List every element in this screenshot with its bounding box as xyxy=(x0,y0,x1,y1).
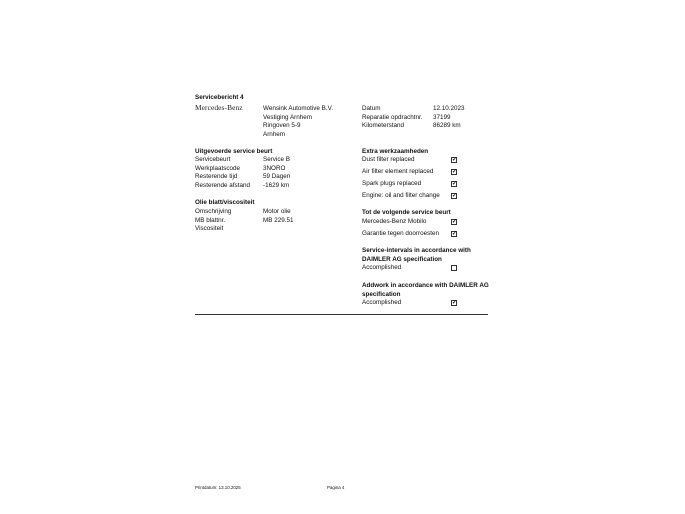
meta-labels xyxy=(362,105,423,131)
extra-item-label: Engine: oil and filter change xyxy=(362,192,440,199)
service-heading: Uitgevoerde service beurt xyxy=(195,148,273,155)
oil-description-label: Omschrijving xyxy=(195,208,232,215)
service-values xyxy=(263,156,290,190)
addwork-heading xyxy=(362,282,489,299)
extra-item-checkbox[interactable]: ✓ xyxy=(452,157,458,163)
addwork-heading-line: specification xyxy=(362,290,401,298)
intervals-heading xyxy=(362,247,471,264)
extra-item-checkbox[interactable]: ✓ xyxy=(452,193,458,199)
oil-labels xyxy=(195,208,231,234)
intervals-heading-line: DAIMLER AG specification xyxy=(362,255,442,263)
report-title: Servicebericht 4 xyxy=(195,94,244,101)
next-service-heading: Tot de volgende service beurt xyxy=(362,209,451,216)
section-divider xyxy=(195,314,488,315)
date-value: 12.10.2023 xyxy=(433,105,465,112)
remaining-time-value: 59 Dagen xyxy=(263,173,291,181)
intervals-item-label: Accomplished xyxy=(362,264,402,271)
next-item-label: Mercedes-Benz Mobilo xyxy=(362,218,427,225)
extra-item-label: Spark plugs replaced xyxy=(362,180,422,187)
workshop-code-label: Werkplaatscode xyxy=(195,164,241,172)
order-number-value: 37199 xyxy=(433,113,451,121)
addwork-item-checkbox[interactable]: ✓ xyxy=(452,300,458,306)
print-date: Printdatum: 13.10.2025 xyxy=(195,485,241,490)
remaining-time-label: Resterende tijd xyxy=(195,173,238,181)
addwork-heading-line: Addwork in accordance with DAIMLER AG xyxy=(362,282,489,289)
intervals-heading-line: Service-intervals in accordance with xyxy=(362,247,471,254)
extra-item-label: Air filter element replaced xyxy=(362,168,434,175)
oil-sheet-number-label: MB blattnr. xyxy=(195,216,226,224)
dealer-street: Ringoven 5-9 xyxy=(263,122,301,130)
meta-values xyxy=(433,105,465,131)
remaining-distance-label: Resterende afstand xyxy=(195,181,250,189)
addwork-item-label: Accomplished xyxy=(362,299,402,306)
mileage-value: 86289 km xyxy=(433,122,461,130)
next-item-label: Garantie tegen doorroesten xyxy=(362,230,440,237)
extra-item-label: Dust filter replaced xyxy=(362,156,415,163)
oil-sheet-number-value: MB 229.51 xyxy=(263,216,294,224)
oil-description-value: Motor olie xyxy=(263,208,291,215)
next-item-checkbox[interactable]: ✓ xyxy=(452,219,458,225)
dealer-city: Arnhem xyxy=(263,130,286,138)
remaining-distance-value: -1629 km xyxy=(263,181,290,189)
dealer-branch: Vestiging Arnhem xyxy=(263,113,313,121)
workshop-code-value: 3NORO xyxy=(263,164,286,172)
dealer-address xyxy=(263,105,333,139)
oil-heading: Olie blatt/viscositeit xyxy=(195,199,255,206)
service-value: Service B xyxy=(263,156,290,163)
extra-work-heading: Extra werkzaamheden xyxy=(362,148,429,155)
date-label: Datum xyxy=(362,105,381,112)
brand-logo: Mercedes-Benz xyxy=(195,103,243,112)
service-labels xyxy=(195,156,250,190)
extra-item-checkbox[interactable]: ✓ xyxy=(452,169,458,175)
next-item-checkbox[interactable]: ✓ xyxy=(452,231,458,237)
oil-viscosity-label: Viscositeit xyxy=(195,225,224,233)
dealer-name: Wensink Automotive B.V. xyxy=(263,105,334,112)
service-label: Servicebeurt xyxy=(195,156,231,163)
order-number-label: Reparatie opdrachtnr. xyxy=(362,113,423,121)
oil-values xyxy=(263,208,293,225)
page-number: Pagina 4 xyxy=(327,485,345,490)
extra-item-checkbox[interactable]: ✓ xyxy=(452,181,458,187)
mileage-label: Kilometerstand xyxy=(362,122,404,130)
intervals-item-checkbox[interactable] xyxy=(451,265,457,271)
